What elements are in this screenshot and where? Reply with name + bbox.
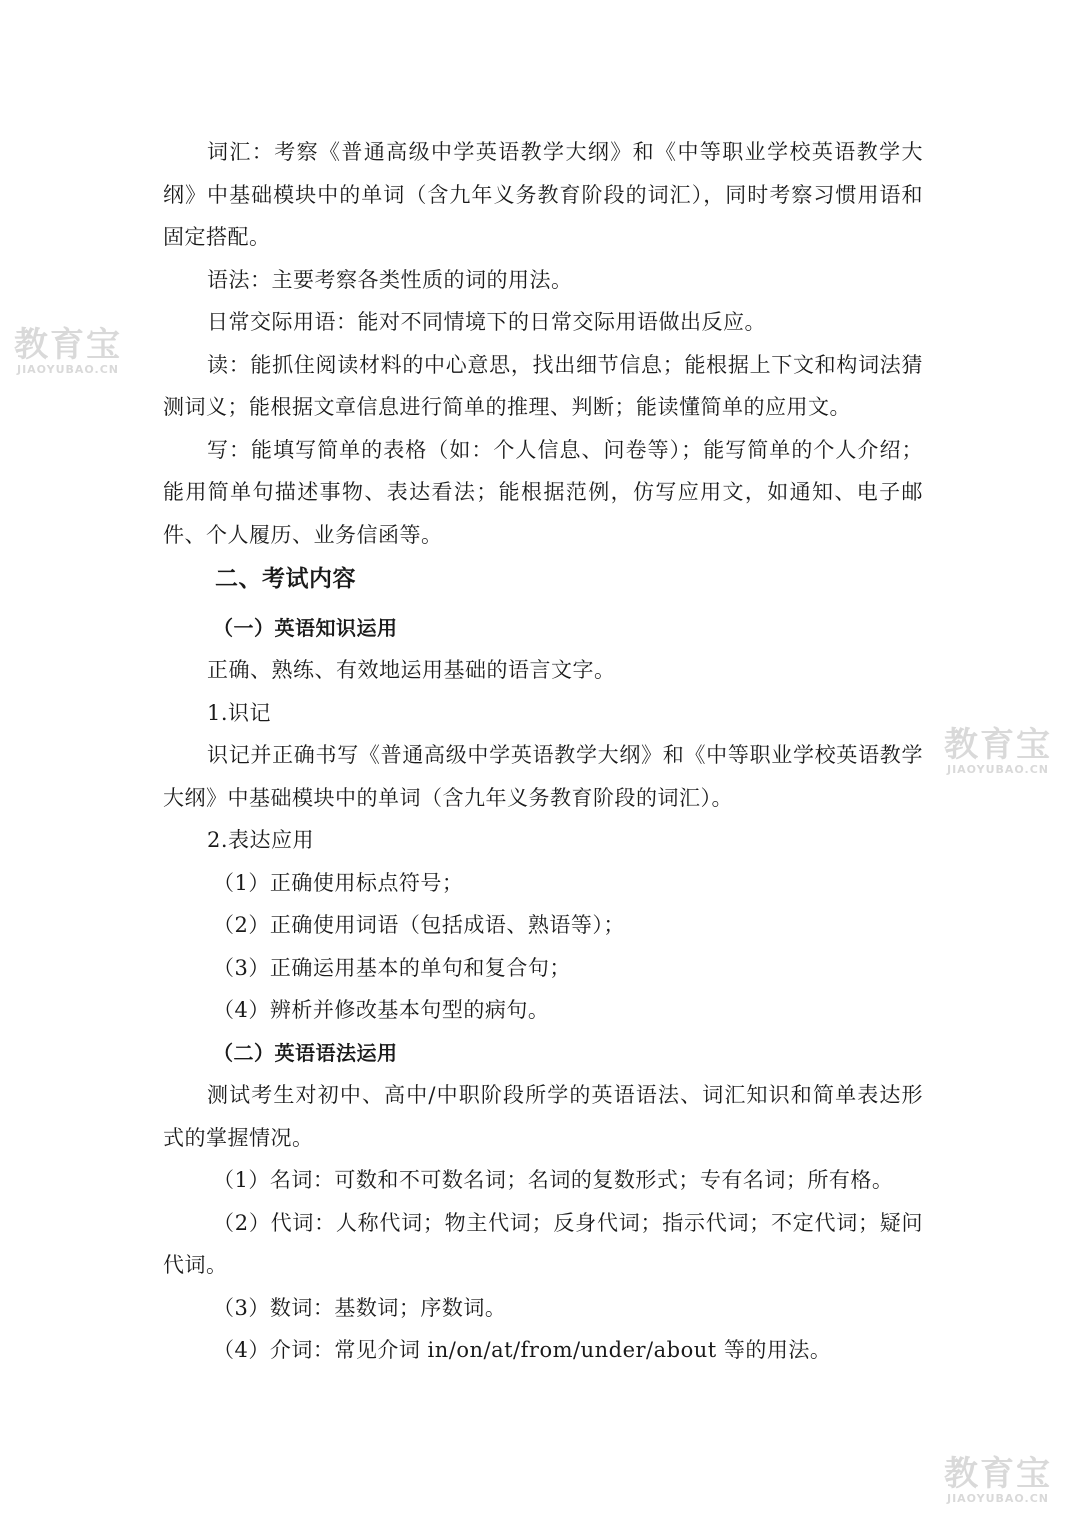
- watermark-text: 教育宝: [944, 725, 1052, 765]
- paragraph-grammar: 语法：主要考察各类性质的词的用法。: [207, 267, 573, 292]
- paragraph-reading: 读：能抓住阅读材料的中心意思，找出细节信息；能根据上下文和构词法猜测词义；能根据文章信息进行简单的推理、判断；能读懂简单的应用文。: [163, 352, 923, 419]
- list-item: （2）正确使用词语（包括成语、熟语等）；: [213, 913, 625, 937]
- paragraph-intro: 正确、熟练、有效地运用基础的语言文字。: [207, 658, 616, 682]
- paragraph-intro: 测试考生对初中、高中/中职阶段所学的英语语法、词汇知识和简单表达形式的掌握情况。: [163, 1083, 923, 1150]
- list-item: （3）数词：基数词；序数词。: [213, 1295, 507, 1320]
- document-body: [163, 131, 923, 1372]
- watermark-url: JIAOYUBAO.CN: [946, 763, 1050, 776]
- watermark-text: 教育宝: [14, 325, 122, 365]
- item-title: 2.表达应用: [207, 828, 315, 852]
- list-item: （2）代词：人称代词；物主代词；反身代词；指示代词；不定代词；疑问代词。: [163, 1210, 923, 1277]
- watermark-url: JIAOYUBAO.CN: [16, 363, 120, 376]
- watermark-url: JIAOYUBAO.CN: [946, 1492, 1050, 1505]
- subsection-heading: （二）英语语法运用: [213, 1040, 398, 1065]
- list-item: （3）正确运用基本的单句和复合句；: [213, 955, 571, 980]
- watermark-logo: [14, 326, 122, 376]
- subsection-heading: （一）英语知识运用: [213, 615, 398, 640]
- list-item: （1）正确使用标点符号；: [213, 870, 464, 895]
- watermark-logo: [944, 1455, 1052, 1505]
- paragraph-writing: 写：能填写简单的表格（如：个人信息、问卷等）；能写简单的个人介绍；能用简单句描述事物、表达看法；能根据范例，仿写应用文，如通知、电子邮件、个人履历、业务信函等。: [163, 437, 923, 547]
- watermark-logo: [944, 726, 1052, 776]
- list-item: （1）名词：可数和不可数名词；名词的复数形式；专有名词；所有格。: [213, 1168, 894, 1192]
- list-item: （4）介词：常见介词 in/on/at/from/under/about 等的用法。: [213, 1338, 832, 1362]
- section-heading: 二、考试内容: [215, 566, 356, 592]
- paragraph-memorize: 识记并正确书写《普通高级中学英语教学大纲》和《中等职业学校英语教学大纲》中基础模块中的单词（含九年义务教育阶段的词汇）。: [163, 743, 923, 810]
- watermark-text: 教育宝: [944, 1454, 1052, 1494]
- paragraph-vocabulary: 词汇：考察《普通高级中学英语教学大纲》和《中等职业学校英语教学大纲》中基础模块中的单词（含九年义务教育阶段的词汇），同时考察习惯用语和固定搭配。: [163, 140, 923, 249]
- paragraph-communication: 日常交际用语：能对不同情境下的日常交际用语做出反应。: [207, 310, 766, 334]
- item-title: 1.识记: [207, 700, 272, 725]
- list-item: （4）辨析并修改基本句型的病句。: [213, 998, 550, 1022]
